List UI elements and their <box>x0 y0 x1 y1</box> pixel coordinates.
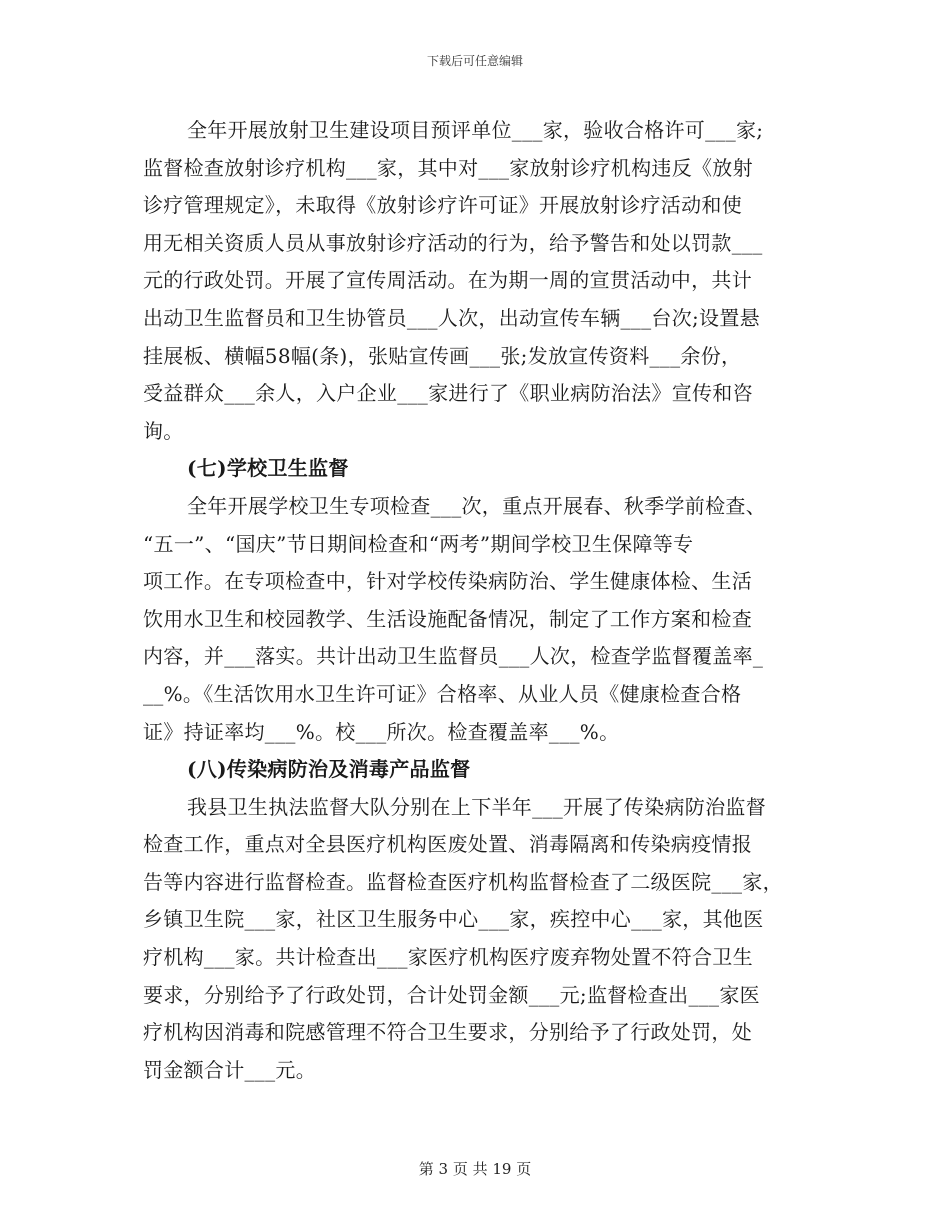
section-heading: (八)传染病防治及消毒产品监督 <box>187 757 471 782</box>
paragraph-line: 罚金额合计___元。 <box>143 1057 316 1082</box>
paragraph-line: 诊疗管理规定》，未取得《放射诊疗许可证》开展放射诊疗活动和使 <box>143 193 742 218</box>
paragraph-line: 元的行政处罚。开展了宣传周活动。在为期一周的宣贯活动中，共计 <box>143 268 752 293</box>
paragraph-line: 全年开展放射卫生建设项目预评单位___家，验收合格许可___家; <box>187 118 764 142</box>
paragraph-line: 疗机构___家。共计检查出___家医疗机构医疗废弃物处置不符合卫生 <box>143 945 753 970</box>
paragraph-line: 检查工作，重点对全县医疗机构医废处置、消毒隔离和传染病疫情报 <box>143 832 752 857</box>
paragraph-line: 内容，并___落实。共计出动卫生监督员___人次，检查学监督覆盖率_ <box>143 644 764 669</box>
paragraph-line: 项工作。在专项检查中，针对学校传染病防治、学生健康体检、生活 <box>143 569 752 594</box>
paragraph-line: “五一”、“国庆”节日期间检查和“两考”期间学校卫生保障等专 <box>143 531 694 556</box>
paragraph-line: 用无相关资质人员从事放射诊疗活动的行为，给予警告和处以罚款___ <box>143 230 763 255</box>
document-body <box>143 112 811 1089</box>
paragraph-line: 告等内容进行监督检查。监督检查医疗机构监督检查了二级医院___家， <box>143 869 783 894</box>
page-footer: 第 3 页 共 19 页 <box>418 1160 532 1178</box>
paragraph-line: 受益群众___余人，入户企业___家进行了《职业病防治法》宣传和咨 <box>143 381 753 406</box>
paragraph-line: 全年开展学校卫生专项检查___次，重点开展春、秋季学前检查、 <box>187 493 766 518</box>
paragraph-line: 证》持证率均___%。校___所次。检查覆盖率___%。 <box>143 719 620 744</box>
paragraph-line: 出动卫生监督员和卫生协管员___人次，出动宣传车辆___台次;设置悬 <box>143 305 760 330</box>
paragraph-line: 挂展板、横幅58幅(条)，张贴宣传画___张;发放宣传资料___余份， <box>143 343 742 368</box>
paragraph-line: 疗机构因消毒和院感管理不符合卫生要求，分别给予了行政处罚，处 <box>143 1020 752 1045</box>
paragraph-line: 监督检查放射诊疗机构___家，其中对___家放射诊疗机构违反《放射 <box>143 155 753 180</box>
paragraph-line: 要求，分别给予了行政处罚，合计处罚金额___元;监督检查出___家医 <box>143 982 760 1007</box>
page-header: 下载后可任意编辑 <box>426 54 523 68</box>
paragraph-line: 询。 <box>143 418 184 443</box>
paragraph-line: 我县卫生执法监督大队分别在上下半年___开展了传染病防治监督 <box>187 794 766 819</box>
section-heading: (七)学校卫生监督 <box>187 456 349 481</box>
paragraph-line: 乡镇卫生院___家，社区卫生服务中心___家，疾控中心___家，其他医 <box>143 907 764 932</box>
paragraph-line: __%。《生活饮用水卫生许可证》合格率、从业人员《健康检查合格 <box>143 681 742 706</box>
paragraph-line: 饮用水卫生和校园教学、生活设施配备情况，制定了工作方案和检查 <box>143 606 752 631</box>
